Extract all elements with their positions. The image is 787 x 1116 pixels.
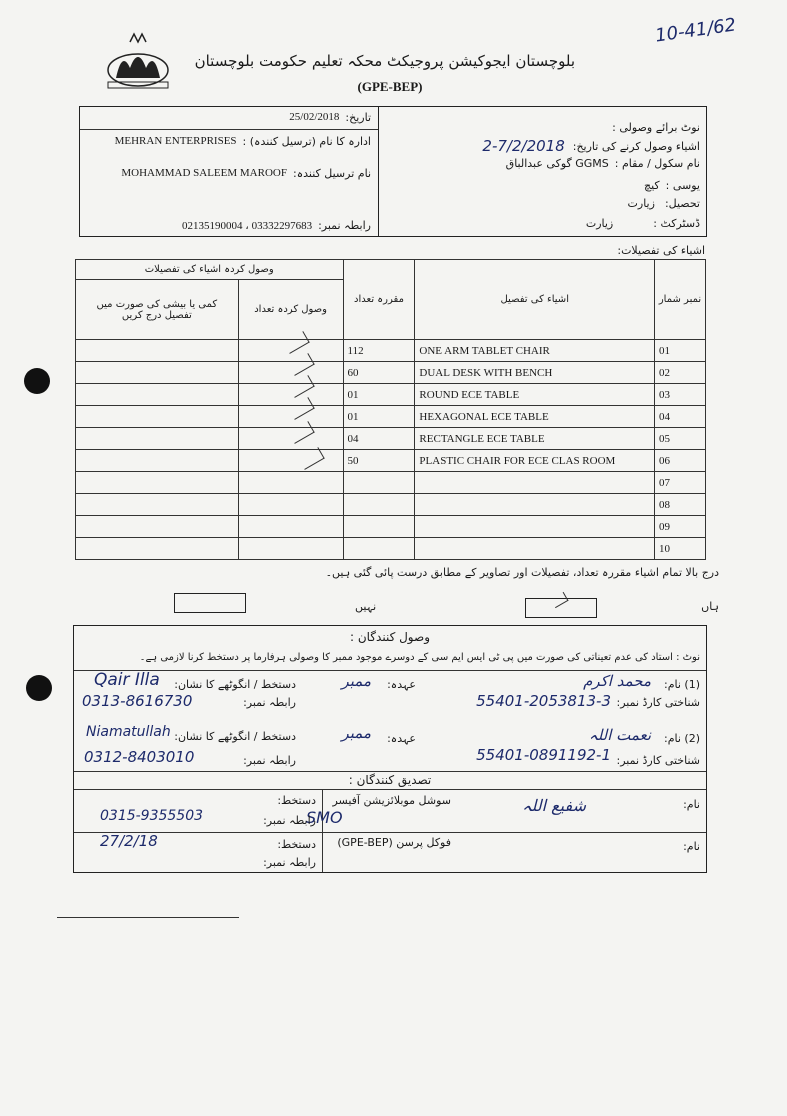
r2-signature: Niamatullah bbox=[86, 724, 171, 740]
received-date-field: اشیاء وصول کرنے کی تاریخ: 2-7/2/2018 bbox=[482, 137, 700, 155]
table-row bbox=[76, 340, 706, 362]
r2-cnic-label: شناختی کارڈ نمبر: bbox=[616, 754, 700, 767]
r2-name-label: (2) نام: bbox=[663, 732, 700, 745]
r1-signature: Qair Illa bbox=[94, 670, 160, 690]
items-label: اشیاء کی تفصیلات: bbox=[617, 244, 705, 257]
shortage-cell bbox=[76, 428, 239, 450]
v1-name: شفیع اللہ bbox=[522, 796, 586, 815]
qty-cell: 112 bbox=[343, 340, 415, 362]
r2-post: ممبر bbox=[341, 724, 371, 742]
table-row bbox=[76, 472, 706, 494]
receipt-note-label: نوٹ برائے وصولی : bbox=[612, 121, 700, 134]
page-subtitle: (GPE-BEP) bbox=[357, 79, 423, 94]
table-row bbox=[76, 538, 706, 560]
shortage-cell bbox=[76, 450, 239, 472]
r2-contact-label: رابطہ نمبر: bbox=[243, 754, 296, 767]
items-table bbox=[75, 259, 706, 560]
table-row bbox=[76, 384, 706, 406]
desc-cell bbox=[415, 516, 655, 538]
shortage-cell bbox=[76, 494, 239, 516]
sno-header: نمبر شمار bbox=[655, 260, 706, 340]
r1-post: ممبر bbox=[341, 672, 371, 690]
qty-cell: 01 bbox=[343, 384, 415, 406]
shortage-header: کمی یا بیشی کی صورت میں تفصیل درج کریں bbox=[76, 280, 239, 340]
info-box bbox=[79, 106, 707, 237]
verifiers-title: تصدیق کنندگان : bbox=[348, 773, 432, 787]
received-qty-cell bbox=[238, 516, 343, 538]
r2-cnic: 55401-0891192-1 bbox=[476, 746, 611, 764]
date-field: تاریخ: 25/02/2018 bbox=[289, 111, 371, 124]
sno-cell: 01 bbox=[655, 340, 706, 362]
v1-sig-label: دستخط: bbox=[277, 794, 316, 807]
shortage-cell bbox=[76, 340, 239, 362]
qty-header: مقررہ تعداد bbox=[343, 260, 415, 340]
v1-role-abbr: SMO bbox=[306, 808, 343, 827]
v1-contact: 0315-9355503 bbox=[100, 808, 204, 824]
received-qty-cell bbox=[238, 538, 343, 560]
receivers-title: وصول کنندگان : bbox=[349, 630, 430, 644]
table-row bbox=[76, 450, 706, 472]
desc-cell: HEXAGONAL ECE TABLE bbox=[415, 406, 655, 428]
footer-rule bbox=[57, 917, 239, 918]
v2-sig-date: 27/2/18 bbox=[100, 832, 158, 850]
received-qty-cell bbox=[238, 450, 343, 472]
sno-cell: 03 bbox=[655, 384, 706, 406]
sno-cell: 06 bbox=[655, 450, 706, 472]
tehsil-field: تحصیل: زیارت bbox=[627, 197, 700, 210]
desc-cell bbox=[415, 494, 655, 516]
table-row bbox=[76, 516, 706, 538]
received-qty-header: وصول کردہ تعداد bbox=[238, 280, 343, 340]
r2-name: نعمت اللہ bbox=[588, 726, 651, 744]
sno-cell: 10 bbox=[655, 538, 706, 560]
desc-cell: ROUND ECE TABLE bbox=[415, 384, 655, 406]
sno-cell: 08 bbox=[655, 494, 706, 516]
desc-cell: RECTANGLE ECE TABLE bbox=[415, 428, 655, 450]
r1-cnic-label: شناختی کارڈ نمبر: bbox=[616, 696, 700, 709]
org-field: ادارہ کا نام (ترسیل کنندہ) : MEHRAN ENTERPRISES bbox=[114, 135, 371, 148]
v2-contact-label: رابطہ نمبر: bbox=[263, 856, 316, 869]
r2-post-label: عہدہ: bbox=[387, 732, 416, 745]
v2-sig-label: دستخط: bbox=[277, 838, 316, 851]
contact-field: رابطہ نمبر: 03332297683 ، 02135190004 bbox=[182, 219, 371, 232]
shortage-cell bbox=[76, 472, 239, 494]
district-field: ڈسٹرکٹ : زیارت bbox=[585, 217, 700, 230]
punch-hole bbox=[26, 675, 52, 701]
qty-cell: 04 bbox=[343, 428, 415, 450]
signatures-box bbox=[73, 625, 707, 873]
shortage-cell bbox=[76, 406, 239, 428]
no-label: نہیں bbox=[355, 600, 377, 613]
sno-cell: 07 bbox=[655, 472, 706, 494]
qty-cell bbox=[343, 516, 415, 538]
v2-name-label: نام: bbox=[683, 840, 700, 853]
qty-cell: 60 bbox=[343, 362, 415, 384]
desc-cell bbox=[415, 472, 655, 494]
r1-contact-label: رابطہ نمبر: bbox=[243, 696, 296, 709]
shortage-cell bbox=[76, 384, 239, 406]
v1-name-label: نام: bbox=[683, 798, 700, 811]
received-qty-cell bbox=[238, 494, 343, 516]
sno-cell: 02 bbox=[655, 362, 706, 384]
uc-field: یوسی : کیچ bbox=[643, 179, 700, 192]
table-row bbox=[76, 428, 706, 450]
yes-checkbox[interactable] bbox=[525, 598, 597, 618]
r1-name: محمد اکرم bbox=[583, 672, 651, 690]
qty-cell: 50 bbox=[343, 450, 415, 472]
r2-sig-label: دستخط / انگوٹھے کا نشان: bbox=[174, 730, 296, 743]
shortage-cell bbox=[76, 516, 239, 538]
v1-role: سوشل موبلائزیشن آفیسر bbox=[332, 794, 451, 807]
sender-field: نام ترسیل کنندہ: MOHAMMAD SALEEM MAROOF bbox=[121, 167, 371, 180]
qty-cell bbox=[343, 472, 415, 494]
r1-contact: 0313-8616730 bbox=[82, 692, 193, 710]
v2-role: فوکل پرسن (GPE-BEP) bbox=[337, 836, 451, 849]
r1-sig-label: دستخط / انگوٹھے کا نشان: bbox=[174, 678, 296, 691]
table-row bbox=[76, 494, 706, 516]
received-qty-cell bbox=[238, 472, 343, 494]
corner-note: 10-41/62 bbox=[653, 14, 738, 47]
r1-cnic: 55401-2053813-3 bbox=[476, 692, 611, 710]
check-mark-icon bbox=[551, 592, 569, 608]
desc-header: اشیاء کی تفصیل bbox=[415, 260, 655, 340]
receivers-note: نوٹ : استاد کی عدم تعیناتی کی صورت میں پی ٹی ایس ایم سی کے دوسرے موجود ممبر کا وصولی ہرفارما پر دستخط کرنا لازمی ہے۔ bbox=[139, 652, 700, 663]
school-field: نام سکول / مقام : GGMS گوکی عبدالباق bbox=[505, 157, 700, 170]
desc-cell: PLASTIC CHAIR FOR ECE CLAS ROOM bbox=[415, 450, 655, 472]
desc-cell bbox=[415, 538, 655, 560]
r1-name-label: (1) نام: bbox=[663, 678, 700, 691]
shortage-cell bbox=[76, 538, 239, 560]
received-group-header: وصول کردہ اشیاء کی تفصیلات bbox=[76, 260, 344, 280]
qty-cell: 01 bbox=[343, 406, 415, 428]
table-row bbox=[76, 362, 706, 384]
confirm-statement: درج بالا تمام اشیاء مقررہ تعداد، تفصیلات اور تصاویر کے مطابق درست پائی گئی ہیں۔ bbox=[325, 566, 719, 579]
yes-label: ہاں bbox=[701, 600, 719, 613]
sno-cell: 09 bbox=[655, 516, 706, 538]
desc-cell: DUAL DESK WITH BENCH bbox=[415, 362, 655, 384]
desc-cell: ONE ARM TABLET CHAIR bbox=[415, 340, 655, 362]
qty-cell bbox=[343, 538, 415, 560]
no-checkbox[interactable] bbox=[174, 593, 246, 613]
sno-cell: 05 bbox=[655, 428, 706, 450]
page-title: بلوچستان ایجوکیشن پروجیکٹ محکہ تعلیم حکومت بلوچستان bbox=[194, 52, 575, 70]
government-logo-icon bbox=[100, 28, 176, 94]
v1-contact-label: رابطہ نمبر: bbox=[263, 814, 316, 827]
punch-hole bbox=[24, 368, 50, 394]
table-row bbox=[76, 406, 706, 428]
sno-cell: 04 bbox=[655, 406, 706, 428]
r1-post-label: عہدہ: bbox=[387, 678, 416, 691]
shortage-cell bbox=[76, 362, 239, 384]
r2-contact: 0312-8403010 bbox=[84, 748, 195, 766]
qty-cell bbox=[343, 494, 415, 516]
